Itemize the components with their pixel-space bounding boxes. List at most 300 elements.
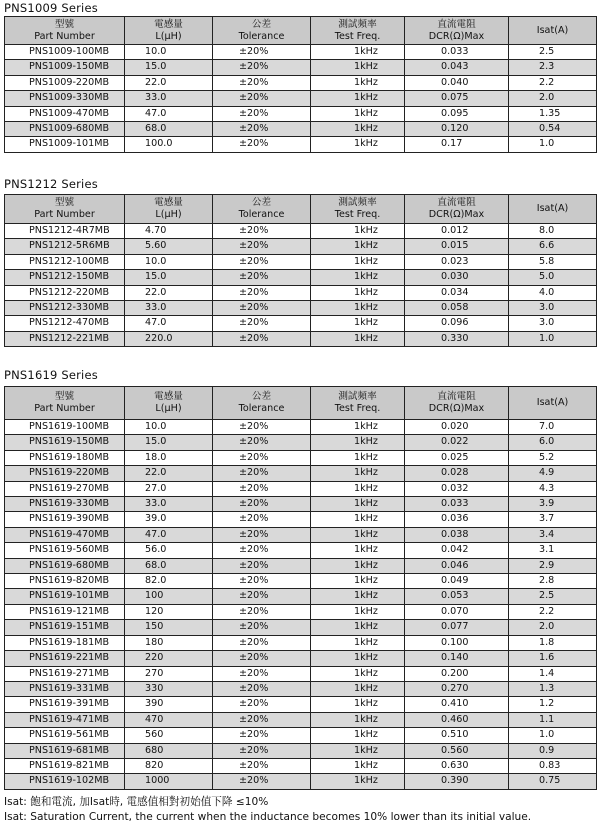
- isat-cell: 2.5: [509, 45, 597, 60]
- part-number-cell: PNS1619-221MB: [5, 651, 125, 666]
- isat-cell: 3.1: [509, 543, 597, 558]
- inductance-cell: 47.0: [125, 316, 213, 331]
- table-row: [5, 620, 597, 635]
- table-row: [5, 254, 597, 269]
- inductance-cell: 820: [125, 758, 213, 773]
- header-test-freq: 測試頻率 Test Freq.: [311, 387, 405, 420]
- dcr-cell: 0.033: [405, 45, 509, 60]
- table-header: [5, 195, 597, 224]
- dcr-cell: 0.023: [405, 254, 509, 269]
- isat-note-chinese: Isat: 飽和電流, 加Isat時, 電感值相對初始值下降 ≤10%: [4, 796, 269, 808]
- inductance-cell: 5.60: [125, 239, 213, 254]
- isat-cell: 6.0: [509, 435, 597, 450]
- dcr-cell: 0.560: [405, 743, 509, 758]
- part-number-cell: PNS1619-151MB: [5, 620, 125, 635]
- table-row: [5, 91, 597, 106]
- tolerance-cell: ±20%: [213, 743, 311, 758]
- tolerance-cell: ±20%: [213, 574, 311, 589]
- part-number-cell: PNS1619-150MB: [5, 435, 125, 450]
- isat-cell: 3.0: [509, 301, 597, 316]
- part-number-cell: PNS1619-561MB: [5, 728, 125, 743]
- test-freq-cell: 1kHz: [311, 620, 405, 635]
- dcr-cell: 0.033: [405, 497, 509, 512]
- inductance-cell: 100.0: [125, 137, 213, 152]
- isat-note-english: Isat: Saturation Current, the current when the inductance becomes 10% lower than its initial value.: [4, 811, 532, 823]
- inductance-cell: 56.0: [125, 543, 213, 558]
- part-number-cell: PNS1619-121MB: [5, 604, 125, 619]
- inductance-cell: 1000: [125, 774, 213, 789]
- test-freq-cell: 1kHz: [311, 774, 405, 789]
- isat-cell: 5.0: [509, 270, 597, 285]
- part-number-cell: PNS1619-102MB: [5, 774, 125, 789]
- dcr-cell: 0.015: [405, 239, 509, 254]
- inductance-cell: 68.0: [125, 122, 213, 137]
- test-freq-cell: 1kHz: [311, 635, 405, 650]
- test-freq-cell: 1kHz: [311, 45, 405, 60]
- header-dcr: 直流電阻 DCR(Ω)Max: [405, 17, 509, 45]
- dcr-cell: 0.070: [405, 604, 509, 619]
- dcr-cell: 0.032: [405, 481, 509, 496]
- part-number-cell: PNS1619-680MB: [5, 558, 125, 573]
- table-row: [5, 285, 597, 300]
- part-number-cell: PNS1619-821MB: [5, 758, 125, 773]
- tolerance-cell: ±20%: [213, 728, 311, 743]
- isat-cell: 0.54: [509, 122, 597, 137]
- dcr-cell: 0.036: [405, 512, 509, 527]
- isat-cell: 1.4: [509, 666, 597, 681]
- test-freq-cell: 1kHz: [311, 728, 405, 743]
- part-number-cell: PNS1619-270MB: [5, 481, 125, 496]
- spec-table-pns1212: [4, 194, 597, 347]
- inductance-cell: 15.0: [125, 60, 213, 75]
- dcr-cell: 0.140: [405, 651, 509, 666]
- isat-cell: 0.9: [509, 743, 597, 758]
- isat-cell: 2.0: [509, 91, 597, 106]
- inductance-cell: 33.0: [125, 497, 213, 512]
- isat-cell: 6.6: [509, 239, 597, 254]
- test-freq-cell: 1kHz: [311, 666, 405, 681]
- test-freq-cell: 1kHz: [311, 106, 405, 121]
- tolerance-cell: ±20%: [213, 635, 311, 650]
- part-number-cell: PNS1619-220MB: [5, 466, 125, 481]
- inductance-cell: 82.0: [125, 574, 213, 589]
- tolerance-cell: ±20%: [213, 316, 311, 331]
- table-row: [5, 697, 597, 712]
- test-freq-cell: 1kHz: [311, 254, 405, 269]
- isat-cell: 2.0: [509, 620, 597, 635]
- dcr-cell: 0.042: [405, 543, 509, 558]
- header-inductance: 電感量 L(μH): [125, 17, 213, 45]
- test-freq-cell: 1kHz: [311, 224, 405, 239]
- inductance-cell: 10.0: [125, 45, 213, 60]
- part-number-cell: PNS1619-330MB: [5, 497, 125, 512]
- test-freq-cell: 1kHz: [311, 420, 405, 435]
- test-freq-cell: 1kHz: [311, 497, 405, 512]
- dcr-cell: 0.460: [405, 712, 509, 727]
- isat-cell: 1.0: [509, 137, 597, 152]
- table-row: [5, 435, 597, 450]
- part-number-cell: PNS1212-470MB: [5, 316, 125, 331]
- inductance-cell: 100: [125, 589, 213, 604]
- tolerance-cell: ±20%: [213, 106, 311, 121]
- inductance-cell: 10.0: [125, 420, 213, 435]
- isat-cell: 1.1: [509, 712, 597, 727]
- isat-cell: 2.8: [509, 574, 597, 589]
- tolerance-cell: ±20%: [213, 75, 311, 90]
- inductance-cell: 120: [125, 604, 213, 619]
- isat-cell: 1.0: [509, 331, 597, 346]
- table-row: [5, 589, 597, 604]
- part-number-cell: PNS1212-4R7MB: [5, 224, 125, 239]
- part-number-cell: PNS1009-680MB: [5, 122, 125, 137]
- isat-cell: 1.3: [509, 681, 597, 696]
- test-freq-cell: 1kHz: [311, 481, 405, 496]
- part-number-cell: PNS1212-221MB: [5, 331, 125, 346]
- part-number-cell: PNS1212-330MB: [5, 301, 125, 316]
- dcr-cell: 0.038: [405, 527, 509, 542]
- table-row: [5, 651, 597, 666]
- inductance-cell: 15.0: [125, 435, 213, 450]
- series-title-pns1619: PNS1619 Series: [4, 368, 98, 382]
- part-number-cell: PNS1009-101MB: [5, 137, 125, 152]
- table-row: [5, 239, 597, 254]
- tolerance-cell: ±20%: [213, 512, 311, 527]
- inductance-cell: 68.0: [125, 558, 213, 573]
- isat-cell: 3.0: [509, 316, 597, 331]
- dcr-cell: 0.510: [405, 728, 509, 743]
- spec-table-pns1009: [4, 16, 597, 153]
- tolerance-cell: ±20%: [213, 497, 311, 512]
- test-freq-cell: 1kHz: [311, 712, 405, 727]
- table-row: [5, 758, 597, 773]
- inductance-cell: 47.0: [125, 527, 213, 542]
- isat-cell: 3.7: [509, 512, 597, 527]
- part-number-cell: PNS1619-181MB: [5, 635, 125, 650]
- dcr-cell: 0.028: [405, 466, 509, 481]
- table-row: [5, 712, 597, 727]
- tolerance-cell: ±20%: [213, 666, 311, 681]
- table-header: [5, 387, 597, 420]
- table-body: [5, 224, 597, 347]
- table-row: [5, 60, 597, 75]
- inductance-cell: 22.0: [125, 466, 213, 481]
- test-freq-cell: 1kHz: [311, 435, 405, 450]
- inductance-cell: 33.0: [125, 301, 213, 316]
- dcr-cell: 0.030: [405, 270, 509, 285]
- table-row: [5, 75, 597, 90]
- inductance-cell: 270: [125, 666, 213, 681]
- part-number-cell: PNS1619-271MB: [5, 666, 125, 681]
- dcr-cell: 0.330: [405, 331, 509, 346]
- isat-cell: 2.3: [509, 60, 597, 75]
- header-part-number: 型號 Part Number: [5, 195, 125, 224]
- table-row: [5, 106, 597, 121]
- header-part-number: 型號 Part Number: [5, 387, 125, 420]
- table-row: [5, 45, 597, 60]
- header-part-number: 型號 Part Number: [5, 17, 125, 45]
- table-body: [5, 420, 597, 790]
- tolerance-cell: ±20%: [213, 681, 311, 696]
- dcr-cell: 0.120: [405, 122, 509, 137]
- table-row: [5, 635, 597, 650]
- dcr-cell: 0.077: [405, 620, 509, 635]
- inductance-cell: 680: [125, 743, 213, 758]
- dcr-cell: 0.040: [405, 75, 509, 90]
- tolerance-cell: ±20%: [213, 301, 311, 316]
- isat-cell: 1.35: [509, 106, 597, 121]
- tolerance-cell: ±20%: [213, 420, 311, 435]
- inductance-cell: 330: [125, 681, 213, 696]
- dcr-cell: 0.058: [405, 301, 509, 316]
- tolerance-cell: ±20%: [213, 558, 311, 573]
- table-row: [5, 497, 597, 512]
- tolerance-cell: ±20%: [213, 60, 311, 75]
- test-freq-cell: 1kHz: [311, 466, 405, 481]
- test-freq-cell: 1kHz: [311, 651, 405, 666]
- tolerance-cell: ±20%: [213, 604, 311, 619]
- table-row: [5, 666, 597, 681]
- table-row: [5, 574, 597, 589]
- header-inductance: 電感量 L(μH): [125, 195, 213, 224]
- part-number-cell: PNS1009-150MB: [5, 60, 125, 75]
- tolerance-cell: ±20%: [213, 45, 311, 60]
- inductance-cell: 15.0: [125, 270, 213, 285]
- dcr-cell: 0.049: [405, 574, 509, 589]
- test-freq-cell: 1kHz: [311, 270, 405, 285]
- header-test-freq: 測試頻率 Test Freq.: [311, 17, 405, 45]
- isat-cell: 4.0: [509, 285, 597, 300]
- table-row: [5, 681, 597, 696]
- table-row: [5, 543, 597, 558]
- inductance-cell: 180: [125, 635, 213, 650]
- isat-cell: 8.0: [509, 224, 597, 239]
- table-row: [5, 604, 597, 619]
- test-freq-cell: 1kHz: [311, 574, 405, 589]
- part-number-cell: PNS1619-560MB: [5, 543, 125, 558]
- isat-cell: 4.9: [509, 466, 597, 481]
- series-title-pns1009: PNS1009 Series: [4, 1, 98, 15]
- tolerance-cell: ±20%: [213, 774, 311, 789]
- test-freq-cell: 1kHz: [311, 543, 405, 558]
- dcr-cell: 0.100: [405, 635, 509, 650]
- header-tolerance: 公差 Tolerance: [213, 195, 311, 224]
- inductance-cell: 22.0: [125, 285, 213, 300]
- part-number-cell: PNS1619-820MB: [5, 574, 125, 589]
- isat-cell: 0.75: [509, 774, 597, 789]
- test-freq-cell: 1kHz: [311, 743, 405, 758]
- dcr-cell: 0.630: [405, 758, 509, 773]
- dcr-cell: 0.034: [405, 285, 509, 300]
- part-number-cell: PNS1619-471MB: [5, 712, 125, 727]
- isat-cell: 2.9: [509, 558, 597, 573]
- series-title-pns1212: PNS1212 Series: [4, 177, 98, 191]
- tolerance-cell: ±20%: [213, 450, 311, 465]
- inductance-cell: 560: [125, 728, 213, 743]
- part-number-cell: PNS1619-470MB: [5, 527, 125, 542]
- part-number-cell: PNS1009-220MB: [5, 75, 125, 90]
- test-freq-cell: 1kHz: [311, 331, 405, 346]
- test-freq-cell: 1kHz: [311, 758, 405, 773]
- test-freq-cell: 1kHz: [311, 316, 405, 331]
- part-number-cell: PNS1619-331MB: [5, 681, 125, 696]
- part-number-cell: PNS1212-5R6MB: [5, 239, 125, 254]
- test-freq-cell: 1kHz: [311, 285, 405, 300]
- tolerance-cell: ±20%: [213, 589, 311, 604]
- inductance-cell: 47.0: [125, 106, 213, 121]
- isat-cell: 4.3: [509, 481, 597, 496]
- table-row: [5, 728, 597, 743]
- part-number-cell: PNS1619-100MB: [5, 420, 125, 435]
- tolerance-cell: ±20%: [213, 466, 311, 481]
- inductance-cell: 18.0: [125, 450, 213, 465]
- header-dcr: 直流電阻 DCR(Ω)Max: [405, 195, 509, 224]
- inductance-cell: 33.0: [125, 91, 213, 106]
- part-number-cell: PNS1619-390MB: [5, 512, 125, 527]
- test-freq-cell: 1kHz: [311, 91, 405, 106]
- header-isat: Isat(A): [509, 17, 597, 45]
- table-row: [5, 122, 597, 137]
- spec-table-pns1619: [4, 386, 597, 790]
- part-number-cell: PNS1212-220MB: [5, 285, 125, 300]
- inductance-cell: 220: [125, 651, 213, 666]
- part-number-cell: PNS1212-150MB: [5, 270, 125, 285]
- inductance-cell: 27.0: [125, 481, 213, 496]
- tolerance-cell: ±20%: [213, 224, 311, 239]
- isat-cell: 3.4: [509, 527, 597, 542]
- test-freq-cell: 1kHz: [311, 527, 405, 542]
- inductance-cell: 150: [125, 620, 213, 635]
- isat-cell: 5.2: [509, 450, 597, 465]
- dcr-cell: 0.020: [405, 420, 509, 435]
- inductance-cell: 470: [125, 712, 213, 727]
- table-row: [5, 774, 597, 789]
- dcr-cell: 0.012: [405, 224, 509, 239]
- inductance-cell: 39.0: [125, 512, 213, 527]
- dcr-cell: 0.200: [405, 666, 509, 681]
- test-freq-cell: 1kHz: [311, 589, 405, 604]
- tolerance-cell: ±20%: [213, 91, 311, 106]
- dcr-cell: 0.046: [405, 558, 509, 573]
- isat-cell: 1.8: [509, 635, 597, 650]
- isat-cell: 2.5: [509, 589, 597, 604]
- dcr-cell: 0.390: [405, 774, 509, 789]
- table-row: [5, 466, 597, 481]
- tolerance-cell: ±20%: [213, 285, 311, 300]
- part-number-cell: PNS1009-100MB: [5, 45, 125, 60]
- isat-cell: 0.83: [509, 758, 597, 773]
- tolerance-cell: ±20%: [213, 481, 311, 496]
- header-isat: Isat(A): [509, 195, 597, 224]
- table-header: [5, 17, 597, 45]
- tolerance-cell: ±20%: [213, 758, 311, 773]
- isat-cell: 1.0: [509, 728, 597, 743]
- isat-cell: 2.2: [509, 75, 597, 90]
- test-freq-cell: 1kHz: [311, 75, 405, 90]
- table-row: [5, 743, 597, 758]
- header-tolerance: 公差 Tolerance: [213, 17, 311, 45]
- tolerance-cell: ±20%: [213, 697, 311, 712]
- part-number-cell: PNS1619-180MB: [5, 450, 125, 465]
- part-number-cell: PNS1212-100MB: [5, 254, 125, 269]
- inductance-cell: 220.0: [125, 331, 213, 346]
- part-number-cell: PNS1009-470MB: [5, 106, 125, 121]
- dcr-cell: 0.095: [405, 106, 509, 121]
- inductance-cell: 390: [125, 697, 213, 712]
- table-row: [5, 137, 597, 152]
- part-number-cell: PNS1619-101MB: [5, 589, 125, 604]
- table-row: [5, 481, 597, 496]
- table-row: [5, 301, 597, 316]
- part-number-cell: PNS1009-330MB: [5, 91, 125, 106]
- isat-cell: 1.6: [509, 651, 597, 666]
- test-freq-cell: 1kHz: [311, 122, 405, 137]
- tolerance-cell: ±20%: [213, 254, 311, 269]
- test-freq-cell: 1kHz: [311, 301, 405, 316]
- test-freq-cell: 1kHz: [311, 681, 405, 696]
- table-row: [5, 450, 597, 465]
- tolerance-cell: ±20%: [213, 331, 311, 346]
- tolerance-cell: ±20%: [213, 527, 311, 542]
- header-test-freq: 測試頻率 Test Freq.: [311, 195, 405, 224]
- test-freq-cell: 1kHz: [311, 450, 405, 465]
- tolerance-cell: ±20%: [213, 620, 311, 635]
- isat-cell: 2.2: [509, 604, 597, 619]
- table-row: [5, 224, 597, 239]
- test-freq-cell: 1kHz: [311, 137, 405, 152]
- table-row: [5, 512, 597, 527]
- isat-cell: 1.2: [509, 697, 597, 712]
- tolerance-cell: ±20%: [213, 122, 311, 137]
- dcr-cell: 0.17: [405, 137, 509, 152]
- tolerance-cell: ±20%: [213, 239, 311, 254]
- table-row: [5, 270, 597, 285]
- inductance-cell: 22.0: [125, 75, 213, 90]
- dcr-cell: 0.270: [405, 681, 509, 696]
- dcr-cell: 0.410: [405, 697, 509, 712]
- test-freq-cell: 1kHz: [311, 604, 405, 619]
- tolerance-cell: ±20%: [213, 712, 311, 727]
- test-freq-cell: 1kHz: [311, 239, 405, 254]
- header-dcr: 直流電阻 DCR(Ω)Max: [405, 387, 509, 420]
- isat-cell: 5.8: [509, 254, 597, 269]
- inductance-cell: 10.0: [125, 254, 213, 269]
- table-row: [5, 558, 597, 573]
- dcr-cell: 0.043: [405, 60, 509, 75]
- part-number-cell: PNS1619-391MB: [5, 697, 125, 712]
- tolerance-cell: ±20%: [213, 270, 311, 285]
- part-number-cell: PNS1619-681MB: [5, 743, 125, 758]
- dcr-cell: 0.075: [405, 91, 509, 106]
- isat-cell: 7.0: [509, 420, 597, 435]
- dcr-cell: 0.096: [405, 316, 509, 331]
- table-row: [5, 420, 597, 435]
- table-body: [5, 45, 597, 153]
- test-freq-cell: 1kHz: [311, 558, 405, 573]
- tolerance-cell: ±20%: [213, 651, 311, 666]
- header-inductance: 電感量 L(μH): [125, 387, 213, 420]
- dcr-cell: 0.053: [405, 589, 509, 604]
- header-tolerance: 公差 Tolerance: [213, 387, 311, 420]
- header-isat: Isat(A): [509, 387, 597, 420]
- tolerance-cell: ±20%: [213, 543, 311, 558]
- inductance-cell: 4.70: [125, 224, 213, 239]
- isat-cell: 3.9: [509, 497, 597, 512]
- test-freq-cell: 1kHz: [311, 512, 405, 527]
- test-freq-cell: 1kHz: [311, 60, 405, 75]
- dcr-cell: 0.025: [405, 450, 509, 465]
- table-row: [5, 527, 597, 542]
- tolerance-cell: ±20%: [213, 435, 311, 450]
